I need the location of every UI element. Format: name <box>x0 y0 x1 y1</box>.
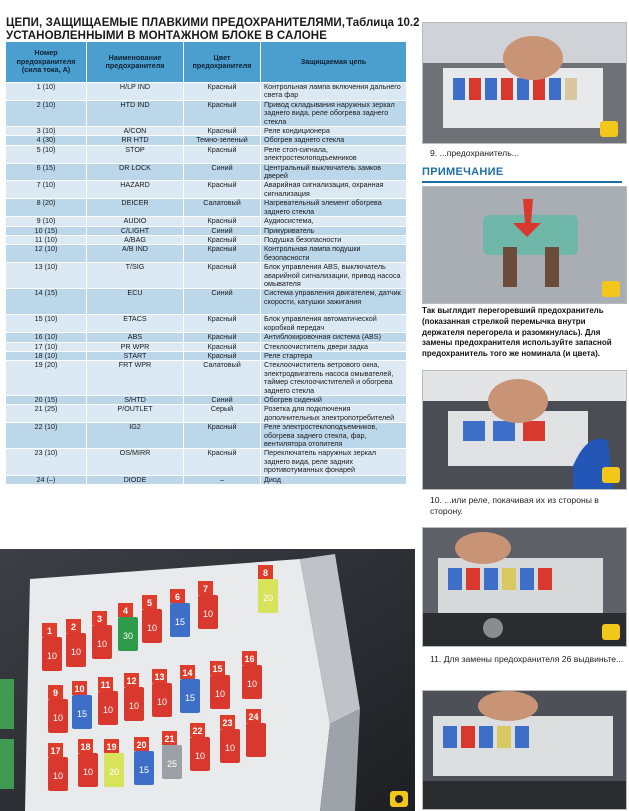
table-row <box>6 333 407 342</box>
row-color: Салатовый <box>184 199 261 217</box>
table-row <box>6 475 407 484</box>
row-circuit: Обогрев сидений <box>261 396 407 405</box>
table-body <box>6 83 407 485</box>
row-circuit: Блок управления ABS, выключатель аварийной сигнализации, привод насоса омывателя <box>261 263 407 289</box>
row-number: 7 (10) <box>6 181 87 199</box>
row-circuit: Привод складывания наружных зеркал заднего вида, реле обогрева заднего стекла <box>261 100 407 126</box>
row-color: Красный <box>184 315 261 333</box>
camera-icon <box>602 467 620 483</box>
row-name: C/LIGHT <box>87 226 184 235</box>
row-color: Темно-зеленый <box>184 136 261 145</box>
fuse <box>246 723 266 757</box>
fuse-number: 22 <box>192 726 203 736</box>
fuse-number: 10 <box>74 684 85 694</box>
row-number: 14 (15) <box>6 289 87 315</box>
photo-step-11 <box>422 527 627 647</box>
fuse-rating: 15 <box>76 709 88 719</box>
fuse-box-closeup-photo <box>423 691 626 809</box>
photo-step-10 <box>422 370 627 490</box>
row-circuit: Обогрев заднего стекла <box>261 136 407 145</box>
row-name: OS/MIRR <box>87 449 184 475</box>
table-row <box>6 199 407 217</box>
fuse-rating: 10 <box>46 651 58 661</box>
row-number: 11 (10) <box>6 235 87 244</box>
row-name: A/BAG <box>87 235 184 244</box>
row-circuit: Реле кондиционера <box>261 127 407 136</box>
table-row <box>6 136 407 145</box>
fuse-number: 20 <box>136 740 147 750</box>
row-name: HTD IND <box>87 100 184 126</box>
fuse-number: 14 <box>182 668 193 678</box>
fuse-table <box>5 41 407 485</box>
row-circuit: Блок управления автоматической коробкой передач <box>261 315 407 333</box>
row-number: 19 (20) <box>6 361 87 396</box>
table-row <box>6 315 407 333</box>
table-row <box>6 217 407 226</box>
fuse-number: 9 <box>52 688 59 698</box>
fuse-box-photo <box>0 549 415 811</box>
row-color: Синий <box>184 163 261 181</box>
fuse-rating: 30 <box>122 631 134 641</box>
fuse-rating: 15 <box>184 693 196 703</box>
fuse-number: 15 <box>212 664 223 674</box>
fuse-number: 12 <box>126 676 137 686</box>
caption-step-10: 10. ...или реле, покачивая их из стороны в сторону. <box>430 495 599 516</box>
table-row <box>6 83 407 101</box>
fuse-number: 21 <box>164 734 175 744</box>
row-number: 15 (10) <box>6 315 87 333</box>
row-name: S/HTD <box>87 396 184 405</box>
fuse-rating: 10 <box>52 771 64 781</box>
table-row <box>6 351 407 360</box>
row-circuit: Аудиосистема, <box>261 217 407 226</box>
row-name: DR LOCK <box>87 163 184 181</box>
table-row <box>6 361 407 396</box>
fuse-number: 5 <box>146 598 153 608</box>
note-text: Так выглядит перегоревший предохранитель (показанная стрелкой перемычка внутри держателя перегорела и разомкнулась). Для замены предохранителя используйте запасной предохранитель того же номинала (и цвета). <box>422 306 612 359</box>
row-circuit: Переключатель наружных зеркал заднего вида, реле задних противотуманных фонарей <box>261 449 407 475</box>
fuse-rating: 10 <box>202 609 214 619</box>
note-divider <box>422 181 622 183</box>
row-color: Красный <box>184 449 261 475</box>
table-number: Таблица 10.2 <box>346 17 420 29</box>
fuse-number: 19 <box>106 742 117 752</box>
row-color: – <box>184 475 261 484</box>
row-number: 3 (10) <box>6 127 87 136</box>
fuse-rating: 10 <box>102 705 114 715</box>
row-number: 10 (15) <box>6 226 87 235</box>
camera-icon <box>602 281 620 297</box>
table-title-line2: УСТАНОВЛЕННЫМИ В МОНТАЖНОМ БЛОКЕ В САЛОНЕ <box>6 30 327 42</box>
row-circuit: Розетка для подключения дополнительных электропотребителей <box>261 405 407 423</box>
photo-blown-fuse <box>422 186 627 304</box>
row-number: 8 (20) <box>6 199 87 217</box>
row-name: A/B IND <box>87 245 184 263</box>
row-name: STOP <box>87 145 184 163</box>
row-circuit: Стеклоочиститель ветрового окна, электродвигатель насоса омывателей, таймер стеклоочистителей и обогрева заднего стекла <box>261 361 407 396</box>
table-row <box>6 127 407 136</box>
row-color: Красный <box>184 217 261 226</box>
fuse-number: 2 <box>70 622 77 632</box>
row-color: Красный <box>184 127 261 136</box>
fuse-26-photo <box>423 528 626 646</box>
row-circuit: Контрольная лампа включения дальнего света фар <box>261 83 407 101</box>
row-circuit: Прикуриватель <box>261 226 407 235</box>
row-color: Красный <box>184 333 261 342</box>
row-name: P/OUTLET <box>87 405 184 423</box>
row-color: Серый <box>184 405 261 423</box>
fuse-removal-photo <box>423 23 626 143</box>
row-number: 12 (10) <box>6 245 87 263</box>
row-number: 1 (10) <box>6 83 87 101</box>
header-name: Наименование предохранителя <box>87 42 184 83</box>
table-row <box>6 181 407 199</box>
row-name: ECU <box>87 289 184 315</box>
row-circuit: Стеклоочиститель двери задка <box>261 342 407 351</box>
table-header-row <box>6 42 407 83</box>
table-title-line1: ЦЕПИ, ЗАЩИЩАЕМЫЕ ПЛАВКИМИ ПРЕДОХРАНИТЕЛЯМИ, <box>6 17 346 29</box>
row-circuit: Реле стоп-сигнала, электростеклоподъемников <box>261 145 407 163</box>
table-row <box>6 145 407 163</box>
fuse-rating: 10 <box>194 751 206 761</box>
row-circuit: Реле электростеклоподъемников, обогрева заднего стекла, фар, вентилятора отопителя <box>261 423 407 449</box>
fuse-rating: 10 <box>82 767 94 777</box>
table-row <box>6 163 407 181</box>
row-name: ETACS <box>87 315 184 333</box>
row-circuit: Антиблокировочная система (ABS) <box>261 333 407 342</box>
row-number: 17 (10) <box>6 342 87 351</box>
row-circuit: Нагревательный элемент обогрева заднего стекла <box>261 199 407 217</box>
row-color: Красный <box>184 181 261 199</box>
fuse-number: 23 <box>222 718 233 728</box>
fuse-number: 6 <box>174 592 181 602</box>
row-color: Красный <box>184 235 261 244</box>
table-row <box>6 100 407 126</box>
row-number: 4 (30) <box>6 136 87 145</box>
row-color: Красный <box>184 342 261 351</box>
fuse-rating: 10 <box>128 701 140 711</box>
table-row <box>6 289 407 315</box>
row-number: 5 (10) <box>6 145 87 163</box>
row-color: Красный <box>184 83 261 101</box>
table-row <box>6 245 407 263</box>
table-row <box>6 226 407 235</box>
row-name: HAZARD <box>87 181 184 199</box>
fuse-rating: 10 <box>146 623 158 633</box>
fuse-number: 24 <box>248 712 259 722</box>
table-row <box>6 263 407 289</box>
fuse-number: 18 <box>80 742 91 752</box>
fuse-number: 13 <box>154 672 165 682</box>
row-name: PR WPR <box>87 342 184 351</box>
row-color: Красный <box>184 245 261 263</box>
row-name: FRT WPR <box>87 361 184 396</box>
row-number: 2 (10) <box>6 100 87 126</box>
blown-fuse-photo <box>423 187 626 303</box>
fuse-rating: 15 <box>138 765 150 775</box>
row-circuit: Диод <box>261 475 407 484</box>
row-name: START <box>87 351 184 360</box>
row-color: Синий <box>184 226 261 235</box>
row-name: T/SIG <box>87 263 184 289</box>
fuse-number: 17 <box>50 746 61 756</box>
row-number: 22 (10) <box>6 423 87 449</box>
row-circuit: Центральный выключатель замков дверей <box>261 163 407 181</box>
fuse-rating: 20 <box>108 767 120 777</box>
camera-icon <box>600 121 618 137</box>
relay-removal-photo <box>423 371 626 489</box>
row-color: Красный <box>184 263 261 289</box>
fuse-rating: 10 <box>246 679 258 689</box>
row-number: 6 (15) <box>6 163 87 181</box>
row-name: H/LP IND <box>87 83 184 101</box>
fuse-box-illustration <box>0 549 415 811</box>
row-number: 24 (–) <box>6 475 87 484</box>
table-row <box>6 396 407 405</box>
fuse-rating: 25 <box>166 759 178 769</box>
fuse-number: 1 <box>46 626 53 636</box>
note-header: ПРИМЕЧАНИЕ <box>422 166 504 178</box>
table-row <box>6 342 407 351</box>
fuse-number: 8 <box>262 568 269 578</box>
row-name: IG2 <box>87 423 184 449</box>
camera-icon <box>602 624 620 640</box>
table-row <box>6 235 407 244</box>
fuse-rating: 10 <box>96 639 108 649</box>
row-color: Красный <box>184 351 261 360</box>
photo-step-9 <box>422 22 627 144</box>
caption-step-9: 9. ...предохранитель... <box>430 148 519 158</box>
table-row <box>6 423 407 449</box>
fuse-rating: 10 <box>214 689 226 699</box>
table-row <box>6 449 407 475</box>
caption-step-11: 11. Для замены предохранителя 26 выдвиньте... <box>430 654 624 664</box>
row-name: A/CON <box>87 127 184 136</box>
row-name: DEICER <box>87 199 184 217</box>
row-number: 9 (10) <box>6 217 87 226</box>
row-number: 18 (10) <box>6 351 87 360</box>
row-circuit: Подушка безопасности <box>261 235 407 244</box>
fuse-rating: 20 <box>262 593 274 603</box>
row-circuit: Аварийная сигнализация, охранная сигнализация <box>261 181 407 199</box>
fuse-number: 7 <box>202 584 209 594</box>
row-circuit: Контрольная лампа подушки безопасности <box>261 245 407 263</box>
fuse-number: 16 <box>244 654 255 664</box>
row-number: 20 (15) <box>6 396 87 405</box>
fuse-number: 3 <box>96 614 103 624</box>
row-circuit: Реле стартера <box>261 351 407 360</box>
table-row <box>6 405 407 423</box>
fuse-rating: 10 <box>156 697 168 707</box>
row-name: ABS <box>87 333 184 342</box>
row-number: 23 (10) <box>6 449 87 475</box>
row-color: Красный <box>184 100 261 126</box>
row-color: Салатовый <box>184 361 261 396</box>
row-number: 16 (10) <box>6 333 87 342</box>
row-color: Синий <box>184 396 261 405</box>
header-color: Цвет предохранителя <box>184 42 261 83</box>
fuse-rating: 10 <box>70 647 82 657</box>
row-circuit: Система управления двигателем, датчик скорости, катушки зажигания <box>261 289 407 315</box>
row-color: Красный <box>184 423 261 449</box>
row-color: Красный <box>184 145 261 163</box>
row-number: 13 (10) <box>6 263 87 289</box>
fuse-rating: 10 <box>224 743 236 753</box>
fuse-number: 11 <box>100 680 111 690</box>
photo-step-12 <box>422 690 627 810</box>
fuse-rating: 10 <box>52 713 64 723</box>
row-name: AUDIO <box>87 217 184 226</box>
row-color: Синий <box>184 289 261 315</box>
header-circuit: Защищаемая цепь <box>261 42 407 83</box>
header-number: Номер предохранителя (сила тока, А) <box>6 42 87 83</box>
row-number: 21 (25) <box>6 405 87 423</box>
row-name: DIODE <box>87 475 184 484</box>
fuse-rating: 15 <box>174 617 186 627</box>
fuse-number: 4 <box>122 606 129 616</box>
row-name: RR HTD <box>87 136 184 145</box>
